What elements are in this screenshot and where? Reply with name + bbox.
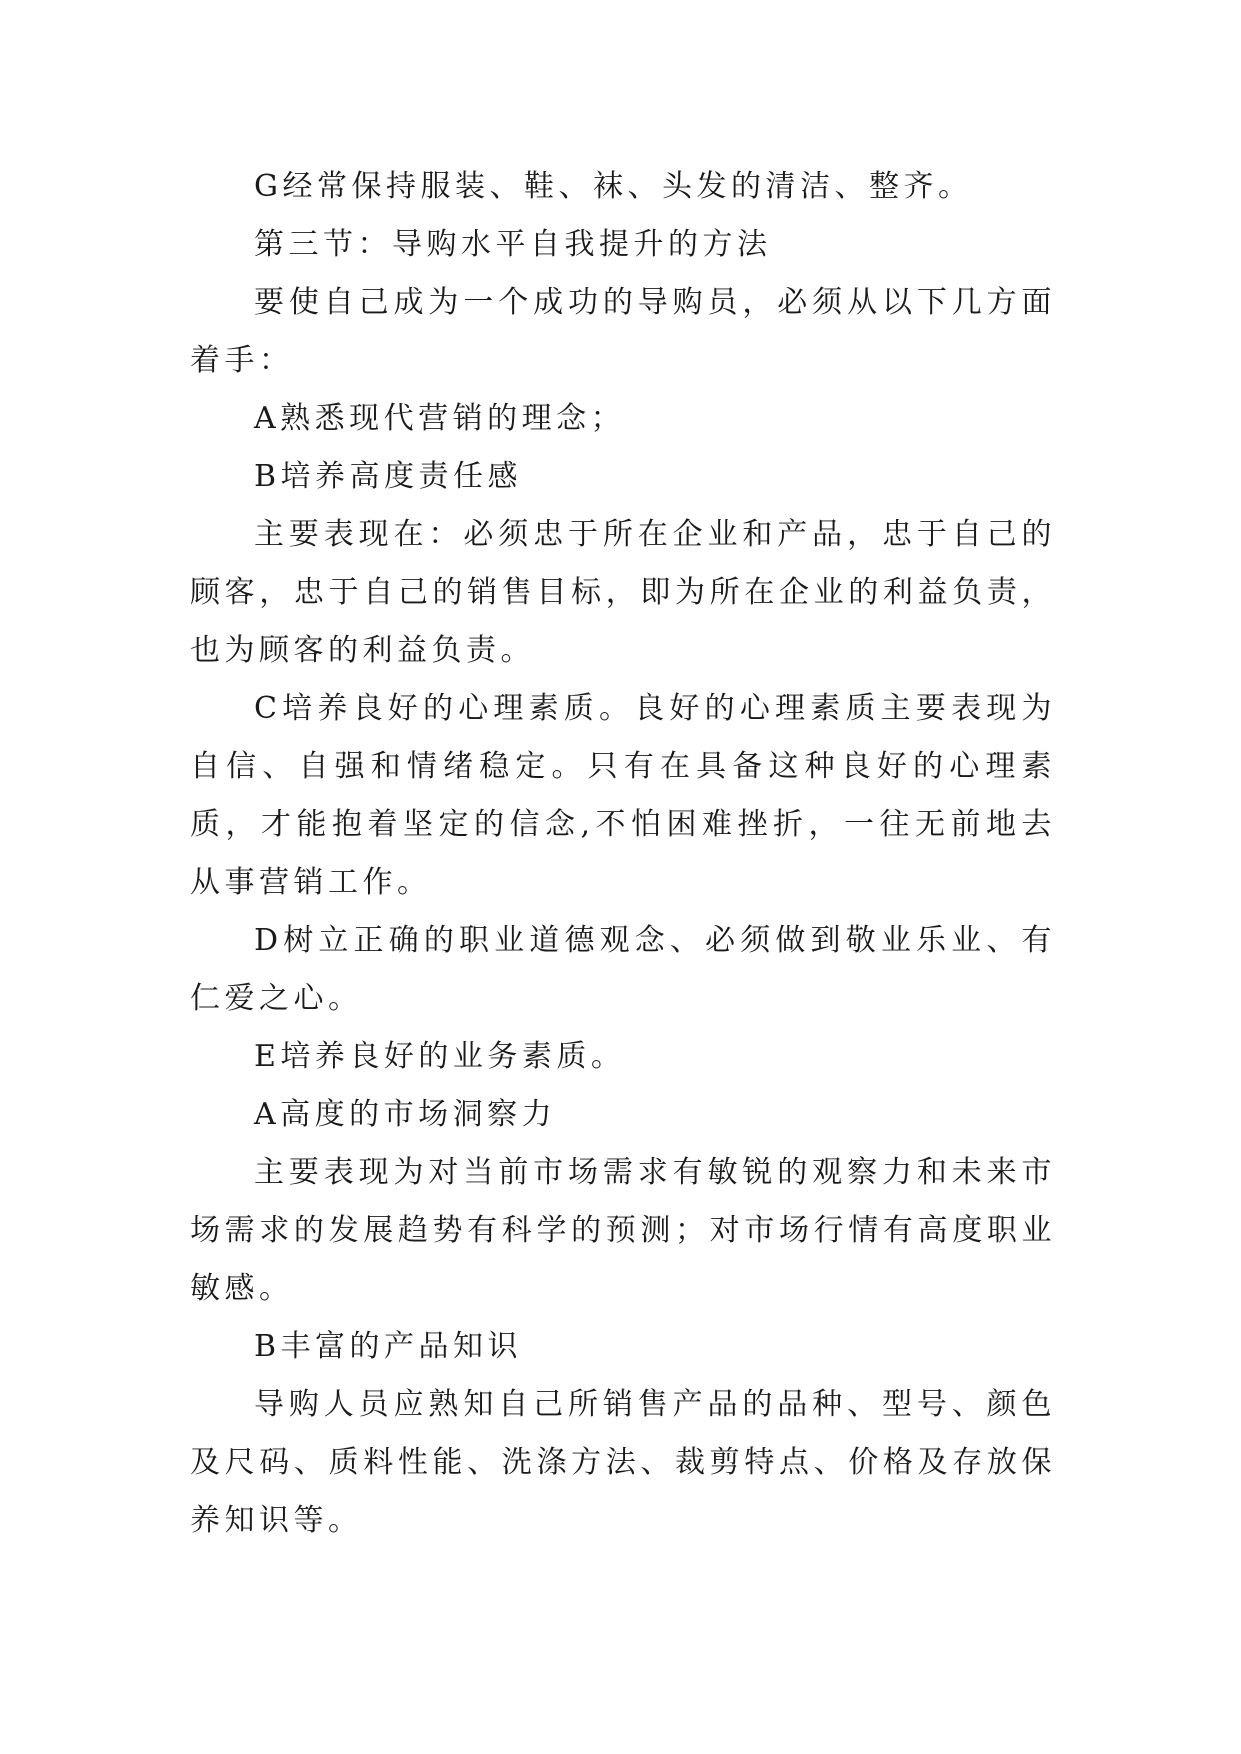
paragraph-responsibility-detail: 主要表现在：必须忠于所在企业和产品，忠于自己的顾客，忠于自己的销售目标，即为所在企业的利益负责，也为顾客的利益负责。 [190, 517, 1056, 668]
list-item-c-psychology: C培养良好的心理素质。良好的心理素质主要表现为自信、自强和情绪稳定。只有在具备这种良好的心理素质，才能抱着坚定的信念,不怕困难挫折，一往无前地去从事营销工作。 [190, 691, 1056, 900]
list-item-d-ethics: D树立正确的职业道德观念、必须做到敬业乐业、有仁爱之心。 [190, 923, 1056, 1016]
paragraph-market-insight-detail: 主要表现为对当前市场需求有敏锐的观察力和未来市场需求的发展趋势有科学的预测；对市场行情有高度职业敏感。 [190, 1155, 1056, 1306]
sub-item-b-product-knowledge: B丰富的产品知识 [254, 1329, 523, 1364]
list-item-e-business-quality: E培养良好的业务素质。 [254, 1039, 626, 1074]
sub-item-a-market-insight: A高度的市场洞察力 [254, 1097, 557, 1132]
list-item-a-marketing-concept: A熟悉现代营销的理念； [254, 401, 626, 436]
paragraph-dress-neatness: G经常保持服装、鞋、袜、头发的清洁、整齐。 [254, 169, 973, 204]
section-heading: 第三节：导购水平自我提升的方法 [254, 227, 772, 262]
paragraph-intro: 要使自己成为一个成功的导购员，必须从以下几方面着手： [190, 285, 1056, 378]
list-item-b-responsibility: B培养高度责任感 [254, 459, 523, 494]
paragraph-product-knowledge-detail: 导购人员应熟知自己所销售产品的品种、型号、颜色及尺码、质料性能、洗涤方法、裁剪特点、价格及存放保养知识等。 [190, 1387, 1056, 1538]
document-body [190, 158, 1056, 1550]
